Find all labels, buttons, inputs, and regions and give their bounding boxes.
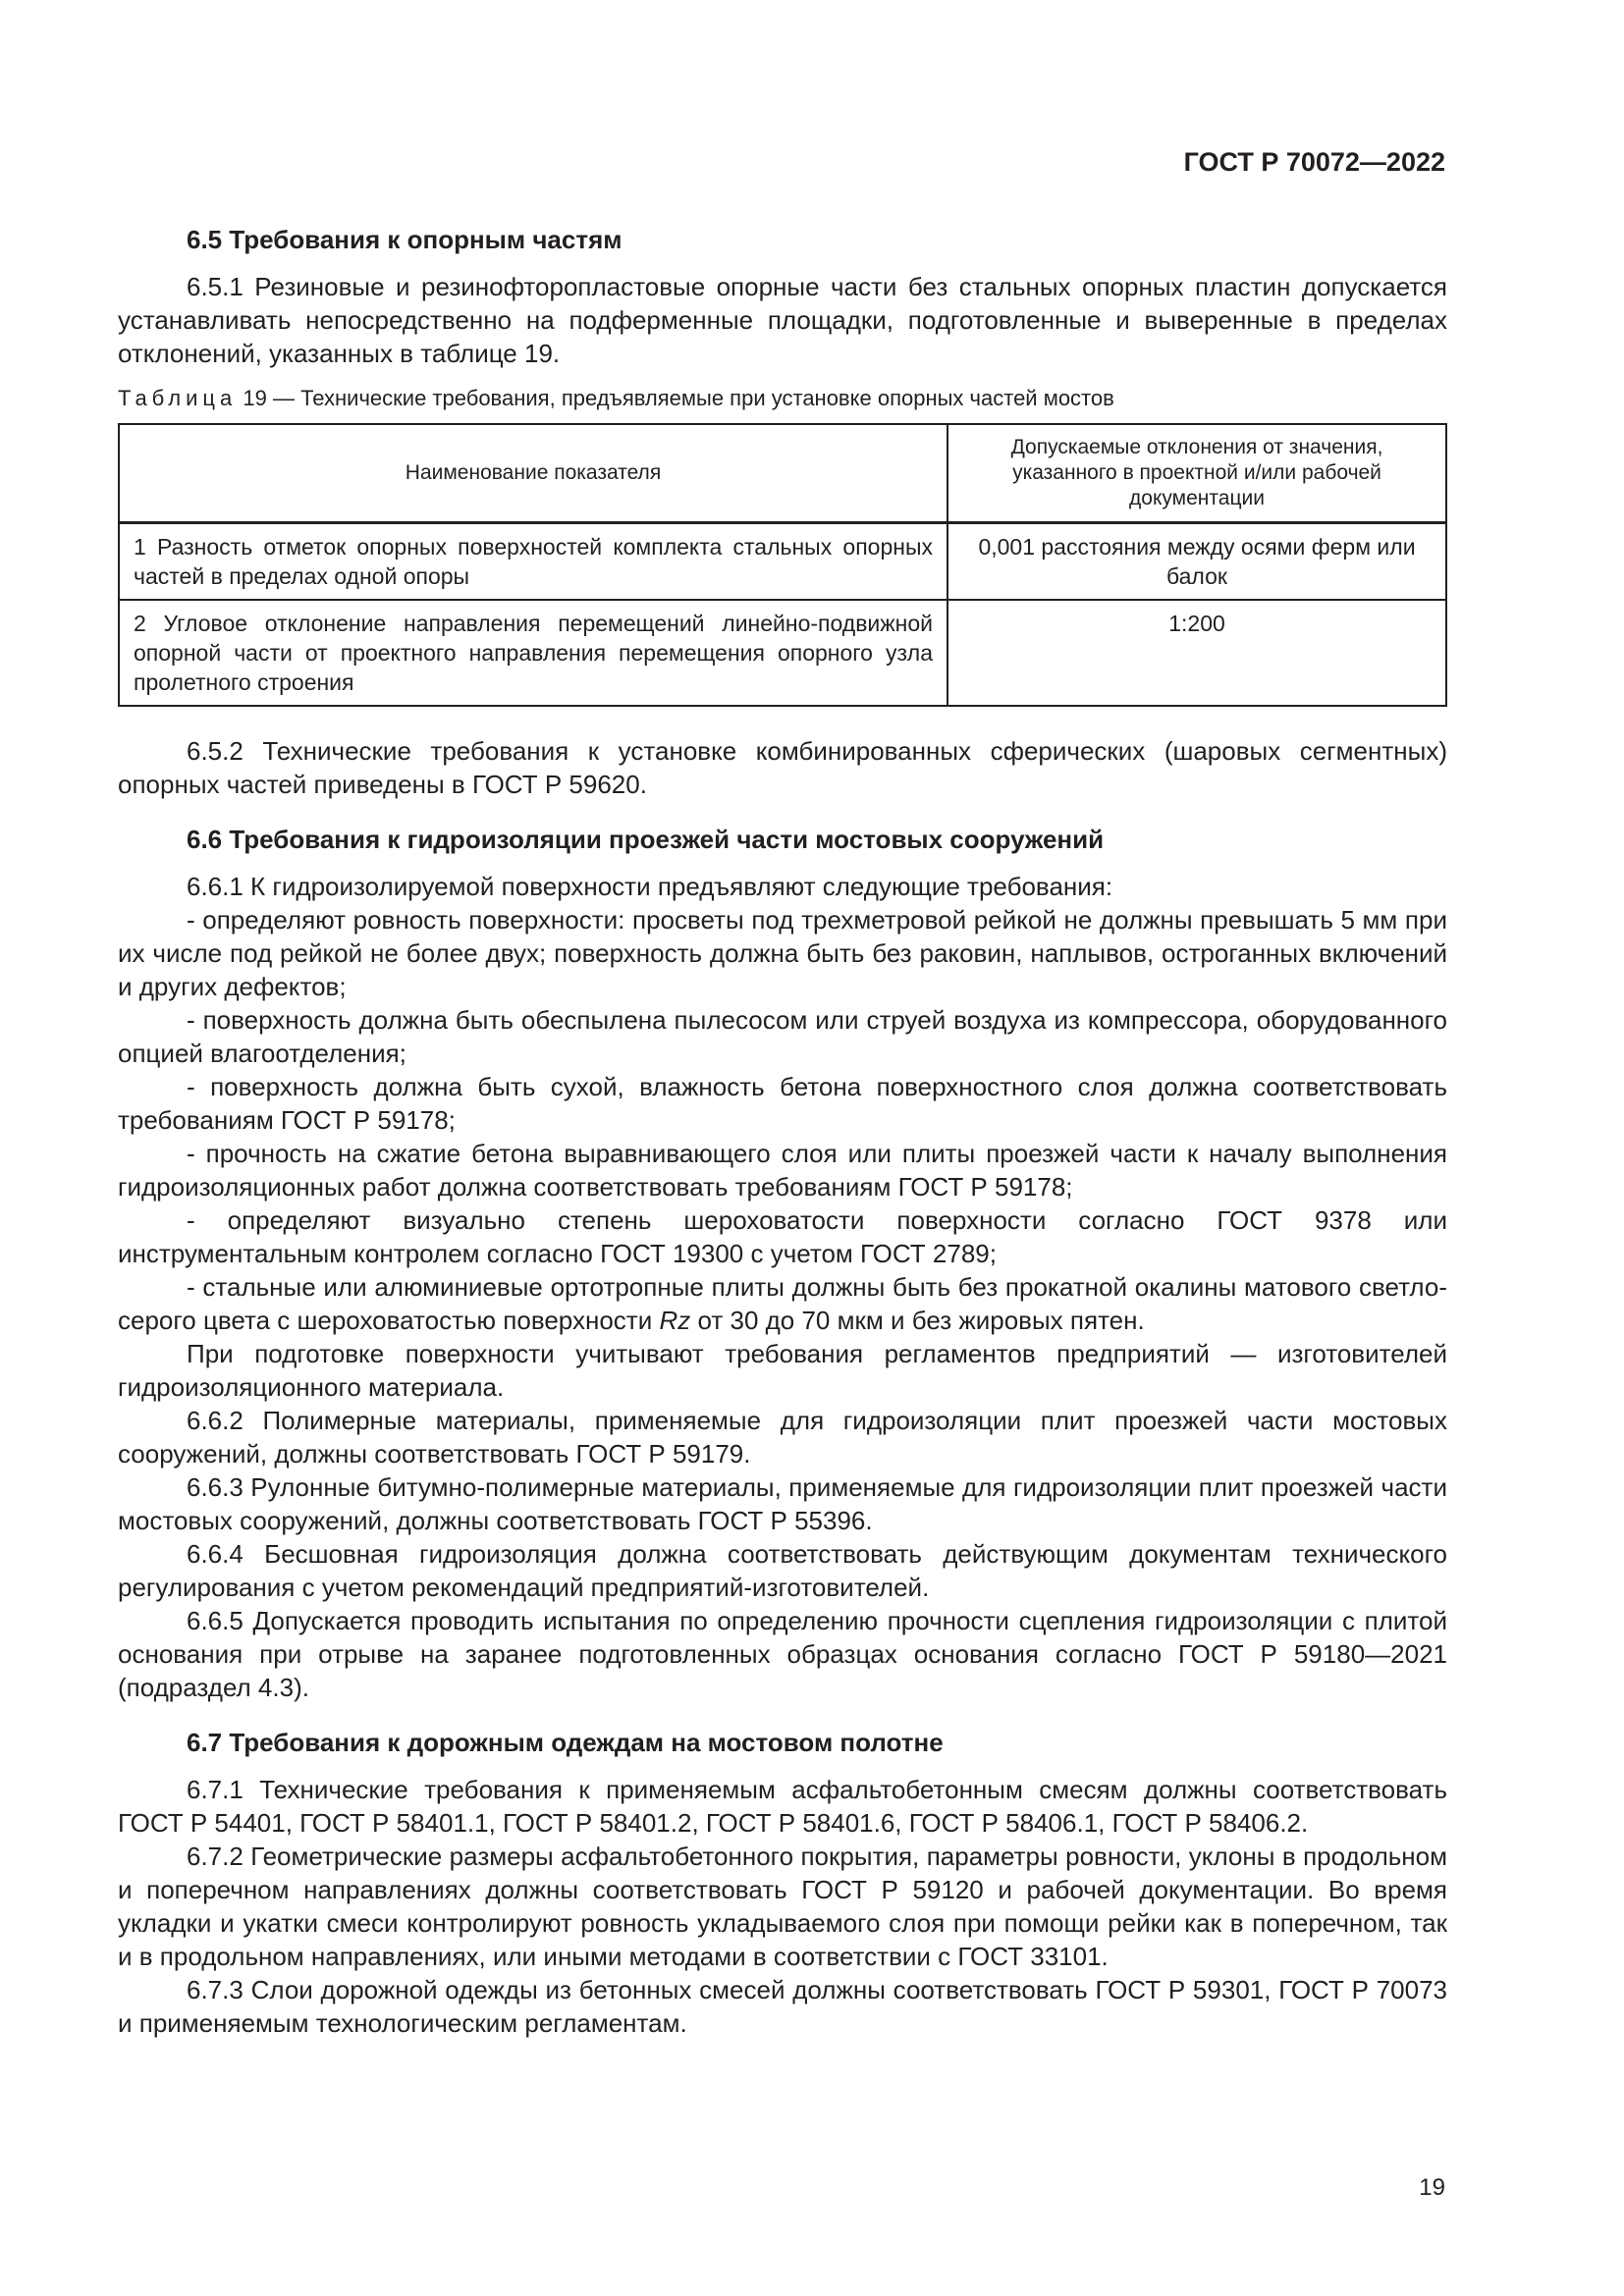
page-number: 19 <box>1419 2174 1445 2201</box>
section-6-7-heading: 6.7 Требования к дорожным одеждам на мостовом полотне <box>187 1728 944 1757</box>
list-item-text: - стальные или алюминиевые ортотропные плиты должны быть без прокатной окалины матового светло-серого цвета с шероховатостью поверхности <box>118 1272 1447 1335</box>
table-caption-label: Таблица <box>118 386 238 410</box>
table-header-row <box>119 424 1446 523</box>
section-6-6-heading: 6.6 Требования к гидроизоляции проезжей части мостовых сооружений <box>187 825 1105 854</box>
list-item: - определяют визуально степень шероховатости поверхности согласно ГОСТ 9378 или инструментальным контролем согласно ГОСТ 19300 с учетом ГОСТ 2789; <box>118 1205 1447 1268</box>
roughness-symbol: Rz <box>659 1306 691 1335</box>
paragraph-6-6-2: 6.6.2 Полимерные материалы, применяемые для гидроизоляции плит проезжей части мостовых сооружений, должны соответствовать ГОСТ Р 59179. <box>118 1406 1447 1468</box>
table-header-tolerance: Допускаемые отклонения от значения, указанного в проектной и/или рабочей документации <box>947 424 1446 523</box>
section-6-5-heading: 6.5 Требования к опорным частям <box>187 225 623 254</box>
paragraph-6-6-1: 6.6.1 К гидроизолируемой поверхности предъявляют следующие требования: <box>187 872 1113 901</box>
paragraph-6-5-2: 6.5.2 Технические требования к установке комбинированных сферических (шаровых сегментных) опорных частей приведены в ГОСТ Р 59620. <box>118 736 1447 799</box>
paragraph-6-7-2: 6.7.2 Геометрические размеры асфальтобетонного покрытия, параметры ровности, уклоны в продольном и поперечном направлениях должны соответствовать ГОСТ Р 59120 и рабочей документации. Во время укладки и укатки смеси контролируют ровность укладываемого слоя при помощи рейки как в поперечном, так и в продольном направлениях, или иными методами в соответствии с ГОСТ 33101. <box>118 1842 1447 1971</box>
list-item-text: от 30 до 70 мкм и без жировых пятен. <box>690 1306 1145 1335</box>
paragraph-6-6-5: 6.6.5 Допускается проводить испытания по определению прочности сцепления гидроизоляции с плитой основания при отрыве на заранее подготовленных образцах основания согласно ГОСТ Р 59180—2021 (подраздел 4.3). <box>118 1606 1447 1702</box>
list-item <box>118 1270 1447 1337</box>
paragraph-6-7-3: 6.7.3 Слои дорожной одежды из бетонных смесей должны соответствовать ГОСТ Р 59301, ГОСТ Р 70073 и применяемым технологическим регламентам. <box>118 1975 1447 2038</box>
table-row <box>119 600 1446 706</box>
list-item: - определяют ровность поверхности: просветы под трехметровой рейкой не должны превышать 5 мм при их числе под рейкой не более двух; поверхность должна быть без раковин, наплывов, остроганных включений и других дефектов; <box>118 905 1447 1001</box>
table-cell: 2 Угловое отклонение направления перемещений линейно-подвижной опорной части от проектного направления перемещения опорного узла пролетного строения <box>119 600 947 706</box>
document-body <box>118 223 1447 2040</box>
table-row <box>119 523 1446 601</box>
list-item: - прочность на сжатие бетона выравнивающего слоя или плиты проезжей части к началу выполнения гидроизоляционных работ должна соответствовать требованиям ГОСТ Р 59178; <box>118 1139 1447 1201</box>
list-item: - поверхность должна быть сухой, влажность бетона поверхностного слоя должна соответствовать требованиям ГОСТ Р 59178; <box>118 1072 1447 1135</box>
paragraph-surface-prep: При подготовке поверхности учитывают требования регламентов предприятий — изготовителей гидроизоляционного материала. <box>118 1339 1447 1402</box>
paragraph-6-6-4: 6.6.4 Бесшовная гидроизоляция должна соответствовать действующим документам технического регулирования с учетом рекомендаций предприятий-изготовителей. <box>118 1539 1447 1602</box>
table-caption-text: 19 — Технические требования, предъявляемые при установке опорных частей мостов <box>237 386 1114 410</box>
table-19-caption <box>118 384 1447 413</box>
paragraph-6-7-1: 6.7.1 Технические требования к применяемым асфальтобетонным смесям должны соответствовать ГОСТ Р 54401, ГОСТ Р 58401.1, ГОСТ Р 58401.2, ГОСТ Р 58401.6, ГОСТ Р 58406.1, ГОСТ Р 58406.2. <box>118 1775 1447 1838</box>
table-19 <box>118 423 1447 707</box>
document-code: ГОСТ Р 70072—2022 <box>1183 147 1445 177</box>
paragraph-6-6-3: 6.6.3 Рулонные битумно-полимерные материалы, применяемые для гидроизоляции плит проезжей части мостовых сооружений, должны соответствовать ГОСТ Р 55396. <box>118 1472 1447 1535</box>
list-item: - поверхность должна быть обеспылена пылесосом или струей воздуха из компрессора, оборудованного опцией влагоотделения; <box>118 1005 1447 1068</box>
table-header-indicator: Наименование показателя <box>119 424 947 523</box>
paragraph-6-5-1: 6.5.1 Резиновые и резинофторопластовые опорные части без стальных опорных пластин допускается устанавливать непосредственно на подферменные площадки, подготовленные и выверенные в пределах отклонений, указанных в таблице 19. <box>118 272 1447 368</box>
table-cell: 0,001 расстояния между осями ферм или балок <box>947 523 1446 601</box>
table-cell: 1 Разность отметок опорных поверхностей комплекта стальных опорных частей в пределах одной опоры <box>119 523 947 601</box>
table-cell: 1:200 <box>947 600 1446 706</box>
